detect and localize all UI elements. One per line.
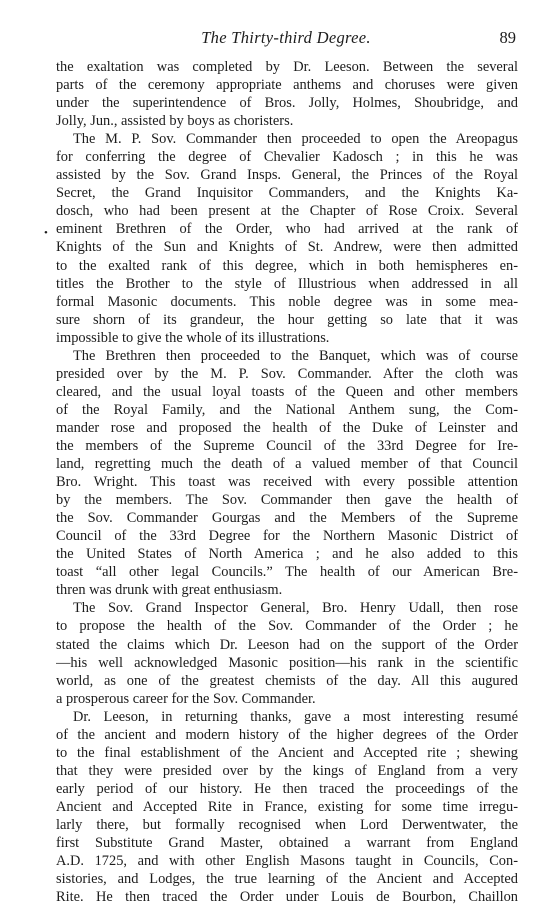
running-title: The Thirty-third Degree.	[201, 28, 371, 47]
text-line: by the members. The Sov. Commander then gave the health of	[56, 492, 518, 509]
text-line: to propose the health of the Sov. Commander of the Order ; he	[56, 618, 518, 635]
text-line: —his well acknowledged Masonic position—his rank in the scientific	[56, 654, 518, 671]
text-line: toast “all other legal Councils.” The health of our American Bre-	[56, 564, 518, 581]
text-line: of the ancient and modern history of the higher degrees of the Order	[56, 726, 518, 743]
text-line: titles the Brother to the style of Illustrious when addressed in all	[56, 275, 518, 292]
text-line: dosch, who had been present at the Chapter of Rose Croix. Several	[56, 203, 518, 220]
text-line: that they were presided over by the kings of England from a very	[56, 762, 518, 779]
text-line: A.D. 1725, and with other English Masons taught in Councils, Con-	[56, 853, 518, 870]
text-line: thren was drunk with great enthusiasm.	[56, 582, 283, 599]
text-line: the United States of North America ; and he also added to this	[56, 546, 518, 563]
text-line: under the superintendence of Bros. Jolly, Holmes, Shoubridge, and	[56, 95, 518, 112]
text-line: to the final establishment of the Ancient and Accepted rite ; shewing	[56, 744, 518, 761]
text-line: mander rose and proposed the health of the Duke of Leinster and	[56, 419, 518, 436]
text-line: of the Royal Family, and the National Anthem sung, the Com-	[56, 401, 518, 418]
text-line: Secret, the Grand Inquisitor Commanders, and the Knights Ka-	[56, 185, 518, 202]
page-header	[56, 28, 516, 48]
text-line: stated the claims which Dr. Leeson had on the support of the Order	[56, 636, 518, 653]
body-text	[56, 58, 518, 906]
text-line: to the exalted rank of this degree, which in both hemispheres en-	[56, 257, 518, 274]
text-line: world, as one of the greatest chemists of the day. All this augured	[56, 672, 518, 689]
text-line: for conferring the degree of Chevalier Kadosch ; in this he was	[56, 149, 518, 166]
text-line: eminent Brethren of the Order, who had arrived at the rank of	[56, 221, 518, 238]
text-line: land, regretting much the death of a valued member of that Council	[56, 456, 518, 473]
text-line: a prosperous career for the Sov. Commander.	[56, 690, 316, 707]
text-line: impossible to give the whole of its illustrations.	[56, 329, 330, 346]
text-line: larly there, but formally recognised when Lord Derwentwater, the	[56, 816, 518, 833]
text-line: The Sov. Grand Inspector General, Bro. Henry Udall, then rose	[73, 600, 518, 617]
text-line: cleared, and the usual loyal toasts of the Queen and other members	[56, 383, 518, 400]
text-line: Jolly, Jun., assisted by boys as choristers.	[56, 113, 294, 130]
text-line: sistories, and Lodges, the true learning of the Ancient and Accepted	[56, 871, 518, 888]
text-line: Knights of the Sun and Knights of St. Andrew, were then admitted	[56, 239, 518, 256]
text-line: Ancient and Accepted Rite in France, existing for some time irregu-	[56, 798, 518, 815]
text-line: the Sov. Commander Gourgas and the Members of the Supreme	[56, 510, 518, 527]
text-line: the members of the Supreme Council of the 33rd Degree for Ire-	[56, 437, 518, 454]
text-line: Bro. Wright. This toast was received with every possible attention	[56, 474, 518, 491]
margin-mark: •	[44, 227, 48, 239]
text-line: sure shorn of its grandeur, the hour getting so late that it was	[56, 311, 518, 328]
text-line: formal Masonic documents. This noble degree was in some mea-	[56, 293, 518, 310]
text-line: presided over by the M. P. Sov. Commander. After the cloth was	[56, 365, 518, 382]
text-line: first Substitute Grand Master, obtained a warrant from England	[56, 835, 518, 852]
text-line: Council of the 33rd Degree for the Northern Masonic District of	[56, 528, 518, 545]
text-line: the exaltation was completed by Dr. Leeson. Between the several	[56, 59, 518, 75]
text-line: assisted by the Sov. Grand Insps. General, the Princes of the Royal	[56, 167, 518, 184]
text-line: parts of the ceremony appropriate anthems and choruses were given	[56, 77, 518, 94]
text-line: The Brethren then proceeded to the Banquet, which was of course	[73, 347, 518, 364]
text-line: Rite. He then traced the Order under Louis de Bourbon, Chaillon	[56, 889, 518, 906]
text-line: early period of our history. He then traced the proceedings of the	[56, 780, 518, 797]
page-number: 89	[499, 28, 516, 47]
text-line: Dr. Leeson, in returning thanks, gave a most interesting resumé	[73, 708, 518, 725]
text-line: The M. P. Sov. Commander then proceeded to open the Areopagus	[73, 131, 518, 148]
